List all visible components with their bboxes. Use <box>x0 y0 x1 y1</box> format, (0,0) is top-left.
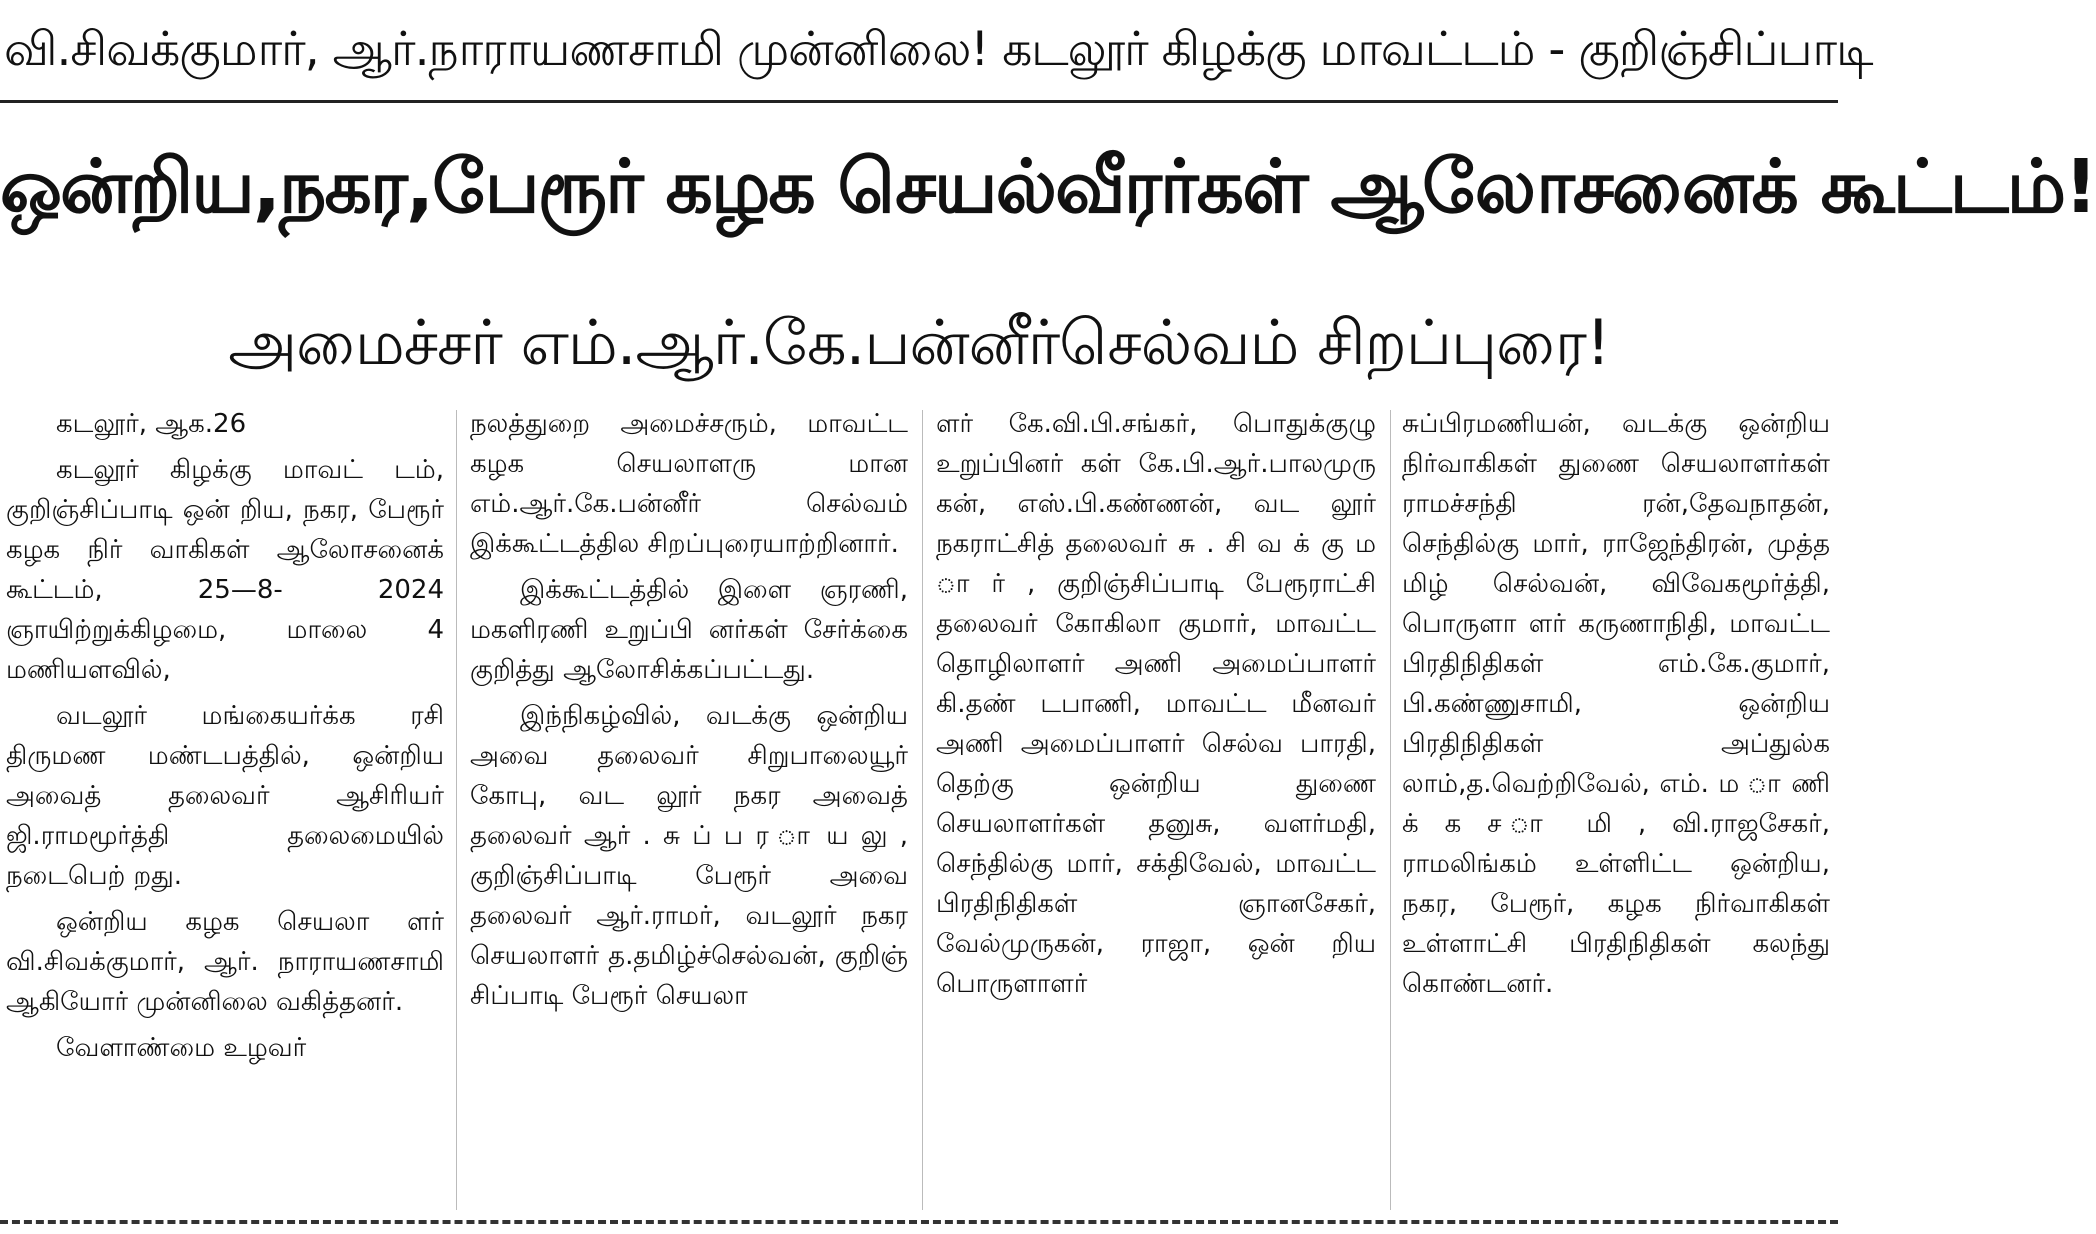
paragraph: ளர் கே.வி.பி.சங்கர், பொதுக்குழு உறுப்பினர் கள் கே.பி.ஆர்.பாலமுரு கன், எஸ்.பி.கண்ணன், வட லூர் நகராட்சித் தலைவர் சு . சி வ க் கு ம ா ர் , குறிஞ்சிப்பாடி பேரூராட்சி தலைவர் கோகிலா குமார், மாவட்ட தொழிலாளர் அணி அமைப்பாளர் கி.தண் டபாணி, மாவட்ட மீனவர் அணி அமைப்பாளர் செல்வ பாரதி, தெற்கு ஒன்றிய துணை செயலாளர்கள் தனுசு, வளர்மதி, செந்தில்கு மார், சக்திவேல், மாவட்ட பிரதிநிதிகள் ஞானசேகர், வேல்முருகன், ராஜா, ஒன் றிய பொருளாளர் <box>936 409 1376 999</box>
paragraph: சுப்பிரமணியன், வடக்கு ஒன்றிய நிர்வாகிகள் துணை செயலாளர்கள் ராமச்சந்தி ரன்,தேவநாதன், செந்தில்கு மார், ராஜேந்திரன், முத்த மிழ் செல்வன், விவேகமூர்த்தி, பொருளா ளர் கருணாநிதி, மாவட்ட பிரதிநிதிகள் எம்.கே.குமார், பி.கண்ணுசாமி, ஒன்றிய பிரதிநிதிகள் அப்துல்க லாம்,த.வெற்றிவேல், எம். ம ா ணி க் க ச ா மி , வி.ராஜசேகர், ராமலிங்கம் உள்ளிட்ட ஒன்றிய, நகர, பேரூர், கழக நிர்வாகிகள் உள்ளாட்சி பிரதிநிதிகள் கலந்து கொண்டனர். <box>1402 409 1830 999</box>
column-divider <box>1390 410 1391 1210</box>
paragraph: இக்கூட்டத்தில் இளை ஞரணி, மகளிரணி உறுப்பி னர்கள் சேர்க்கை குறித்து ஆலோசிக்கப்பட்டது. <box>470 575 908 685</box>
paragraph: கடலூர் கிழக்கு மாவட் டம், குறிஞ்சிப்பாடி ஒன் றிய, நகர, பேரூர் கழக நிர் வாகிகள் ஆலோசனைக் கூட்டம், 25—8- 2024 ஞாயிற்றுக்கிழமை, மாலை 4 மணியளவில், <box>6 455 444 685</box>
column-divider <box>922 410 923 1210</box>
article-column-1 <box>6 404 444 1214</box>
paragraph: ஒன்றிய கழக செயலா ளர் வி.சிவக்குமார், ஆர். நாராயணசாமி ஆகியோர் முன்னிலை வகித்தனர். <box>6 907 444 1017</box>
paragraph: வேளாண்மை உழவர் <box>56 1033 307 1063</box>
article-column-3 <box>936 404 1376 1214</box>
bottom-dashed-border <box>0 1220 1838 1224</box>
kicker-divider <box>0 100 1838 103</box>
paragraph: இந்நிகழ்வில், வடக்கு ஒன்றிய அவை தலைவர் சிறுபாலையூர் கோபு, வட லூர் நகர அவைத் தலைவர் ஆர் . சு ப் ப ர ா ய லு , குறிஞ்சிப்பாடி பேரூர் அவை தலைவர் ஆர்.ராமர், வடலூர் நகர செயலாளர் த.தமிழ்ச்செல்வன், குறிஞ் சிப்பாடி பேரூர் செயலா <box>470 701 908 1011</box>
column-divider <box>456 410 457 1210</box>
kicker-line: வி.சிவக்குமார், ஆர்.நாராயணசாமி முன்னிலை! கடலூர் கிழக்கு மாவட்டம் - குறிஞ்சிப்பாடி <box>4 22 1873 77</box>
article-column-4 <box>1402 404 1830 1214</box>
headline: ஒன்றிய,நகர,பேரூர் கழக செயல்வீரர்கள் ஆலோசனைக் கூட்டம்! <box>0 144 2096 230</box>
article-column-2 <box>470 404 908 1214</box>
subheadline: அமைச்சர் எம்.ஆர்.கே.பன்னீர்செல்வம் சிறப்புரை! <box>228 306 1610 379</box>
dateline: கடலூர், ஆக.26 <box>56 409 247 439</box>
paragraph: நலத்துறை அமைச்சரும், மாவட்ட கழக செயலாளரு மான எம்.ஆர்.கே.பன்னீர் செல்வம் இக்கூட்டத்தில சிறப்புரையாற்றினார். <box>470 409 908 559</box>
paragraph: வடலூர் மங்கையர்க்க ரசி திருமண மண்டபத்தில், ஒன்றிய அவைத் தலைவர் ஆசிரியர் ஜி.ராமமூர்த்தி தலைமையில் நடைபெற் றது. <box>6 701 444 891</box>
